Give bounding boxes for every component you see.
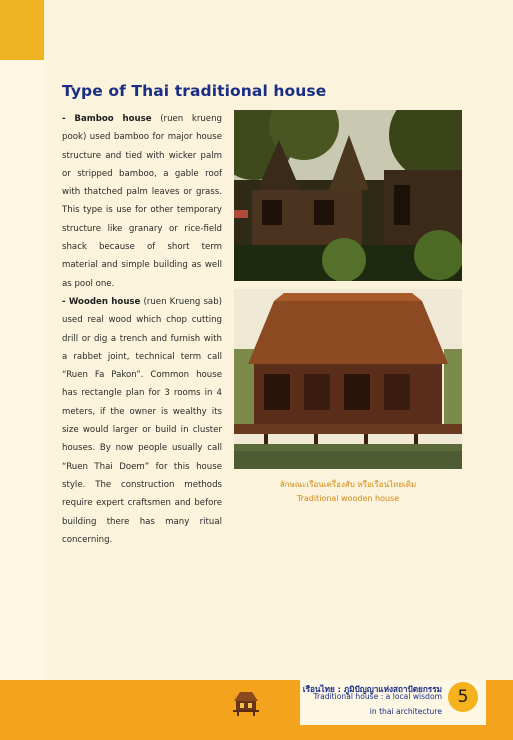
corner-tab bbox=[0, 0, 44, 60]
page-title: Type of Thai traditional house bbox=[62, 82, 327, 100]
page-number: 5 bbox=[448, 682, 478, 712]
footer-subtitle-line2: in thai architecture bbox=[369, 707, 442, 716]
paragraph-text: (ruen krueng pook) used bamboo for major house structure and tied with wicker palm or stripped bamboo, a gable roof with thatched palm leaves or grass. This type is use for other temporary structure like granary or rice-field shack because of short term material and simple building as well as pool one. bbox=[62, 114, 222, 289]
paragraph-bamboo-house bbox=[62, 110, 222, 293]
footer-subtitle-line1: Traditional house : a local wisdom bbox=[313, 692, 442, 701]
photo-bamboo-houses bbox=[234, 110, 462, 281]
photo-caption-english: Traditional wooden house bbox=[296, 494, 400, 503]
paragraph-lead: - Bamboo house bbox=[62, 114, 152, 124]
photo-traditional-wooden-house bbox=[234, 289, 462, 469]
paragraph-wooden-house bbox=[62, 293, 222, 549]
footer-title-thai: เรือนไทย : ภูมิปัญญาแห่งสถาปัตยกรรม bbox=[302, 684, 442, 694]
body-text bbox=[62, 110, 222, 549]
paragraph-text: (ruen Krueng sab) used real wood which chop cutting drill or dig a trench and furnish with a rabbet joint, technical term call “Ruen Fa Pakon”. Common house has rectangle plan for 3 rooms in 4 meters, if the owner is wealthy its size would larger or build in cluster houses. By now people usually call “Ruen Thai Doem” for this house style. The construction methods require expert craftsmen and before building there has many ritual concerning. bbox=[62, 296, 223, 545]
thai-house-icon bbox=[231, 690, 261, 716]
paragraph-lead: - Wooden house bbox=[62, 296, 141, 307]
photo-caption-thai: ลักษณะเรือนเครื่องสับ หรือเรือนไทยเดิม bbox=[279, 480, 417, 489]
